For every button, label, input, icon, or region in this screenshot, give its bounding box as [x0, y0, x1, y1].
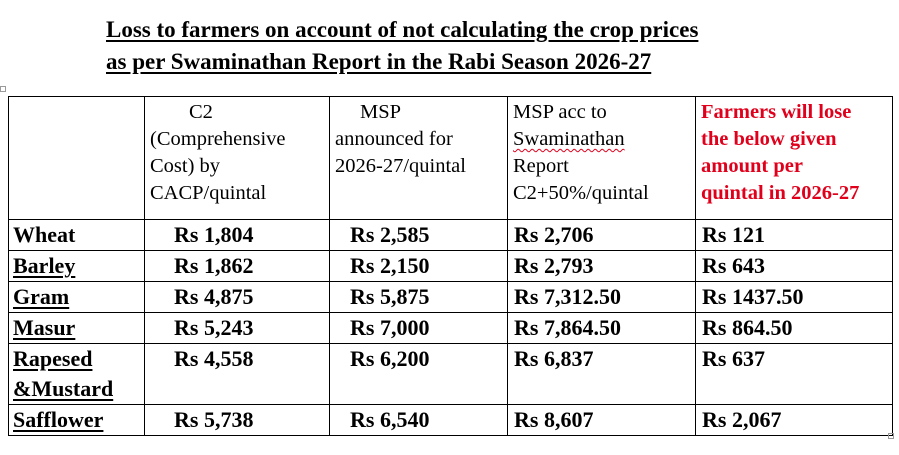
c2-cost: Rs 1,804	[145, 220, 330, 251]
header-loss-line: Farmers will lose	[701, 101, 852, 123]
header-loss-line: the below given	[701, 128, 837, 150]
crop-name-line	[13, 344, 139, 374]
crop-name	[9, 282, 145, 313]
crop-name	[9, 405, 145, 436]
header-loss	[696, 97, 893, 220]
crop-name	[9, 251, 145, 282]
farmer-loss: Rs 1437.50	[696, 282, 893, 313]
crop-name-line	[13, 374, 139, 404]
header-loss-line: amount per	[701, 155, 803, 177]
c2-cost: Rs 4,875	[145, 282, 330, 313]
header-msp-line: announced for	[335, 128, 453, 150]
document-title	[106, 14, 866, 78]
crop-name: Wheat	[9, 220, 145, 251]
crop-name-text: &Mustard	[13, 376, 114, 401]
farmer-loss: Rs 637	[696, 344, 893, 405]
msp-announced: Rs 6,540	[330, 405, 508, 436]
msp-announced: Rs 2,150	[330, 251, 508, 282]
header-c2-line: Cost) by	[150, 155, 221, 177]
msp-swaminathan: Rs 7,312.50	[508, 282, 696, 313]
crop-name-text: Safflower	[13, 407, 104, 432]
header-c2	[145, 97, 330, 220]
crop-name-text: Barley	[13, 253, 76, 278]
header-c2-line: CACP/quintal	[150, 182, 267, 204]
table-row	[9, 282, 893, 313]
farmer-loss: Rs 643	[696, 251, 893, 282]
header-sw-line: C2+50%/quintal	[513, 182, 649, 204]
farmer-loss: Rs 121	[696, 220, 893, 251]
header-crop	[9, 97, 145, 220]
title-line-1: Loss to farmers on account of not calculating the crop prices	[106, 17, 699, 42]
table-header-row	[9, 97, 893, 220]
table-row	[9, 344, 893, 405]
object-anchor-icon[interactable]	[0, 86, 6, 92]
crop-price-table	[8, 96, 893, 436]
crop-name	[9, 313, 145, 344]
spellcheck-word: Swaminathan	[513, 128, 625, 150]
farmer-loss: Rs 864.50	[696, 313, 893, 344]
table-row	[9, 405, 893, 436]
c2-cost: Rs 5,738	[145, 405, 330, 436]
c2-cost: Rs 1,862	[145, 251, 330, 282]
farmer-loss: Rs 2,067	[696, 405, 893, 436]
msp-swaminathan: Rs 7,864.50	[508, 313, 696, 344]
table-row	[9, 220, 893, 251]
msp-swaminathan: Rs 2,793	[508, 251, 696, 282]
header-c2-line: C2	[189, 101, 213, 123]
header-sw-line	[513, 126, 690, 153]
header-sw-line: Report	[513, 155, 569, 177]
header-swaminathan	[508, 97, 696, 220]
table-row	[9, 251, 893, 282]
c2-cost: Rs 5,243	[145, 313, 330, 344]
msp-announced: Rs 6,200	[330, 344, 508, 405]
msp-swaminathan: Rs 8,607	[508, 405, 696, 436]
msp-swaminathan: Rs 2,706	[508, 220, 696, 251]
header-msp-line: 2026-27/quintal	[335, 155, 466, 177]
header-loss-line: quintal in 2026-27	[701, 182, 860, 204]
msp-announced: Rs 5,875	[330, 282, 508, 313]
resize-handle-icon[interactable]	[888, 433, 894, 439]
header-msp	[330, 97, 508, 220]
crop-name-text: Rapesed	[13, 346, 93, 371]
header-msp-line: MSP	[360, 101, 402, 123]
header-sw-line: MSP acc to	[513, 101, 607, 123]
crop-name-text: Gram	[13, 284, 70, 309]
header-c2-line: (Comprehensive	[150, 128, 286, 150]
msp-announced: Rs 2,585	[330, 220, 508, 251]
c2-cost: Rs 4,558	[145, 344, 330, 405]
crop-name-text: Masur	[13, 315, 76, 340]
msp-announced: Rs 7,000	[330, 313, 508, 344]
msp-swaminathan: Rs 6,837	[508, 344, 696, 405]
table-row	[9, 313, 893, 344]
crop-name	[9, 344, 145, 405]
title-line-2: as per Swaminathan Report in the Rabi Season 2026-27	[106, 49, 652, 74]
